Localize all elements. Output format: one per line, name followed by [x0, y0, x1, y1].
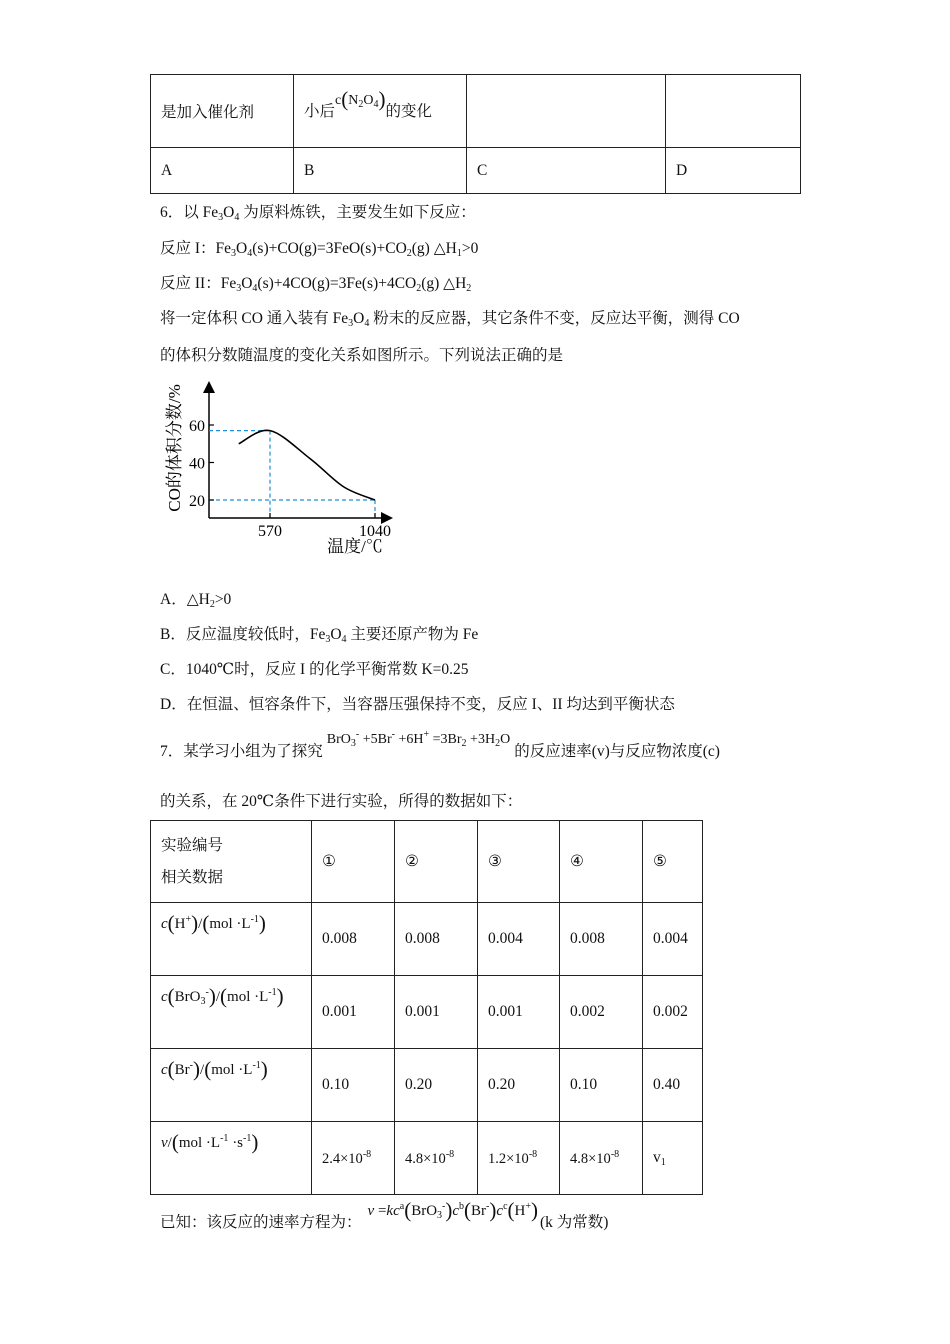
- q7-row-label-h: $c(H^+)/(mol \cdot L^{-1})$: [151, 903, 312, 976]
- option-cell-a: A: [151, 148, 294, 194]
- top-cell-c1: [467, 75, 666, 148]
- x-tick-label: 570: [258, 523, 282, 540]
- q7-cell: 0.008: [560, 903, 643, 976]
- q6-option-a: A．$\triangle H_2>0$: [160, 591, 232, 610]
- q7-cell-v1: $2.4\times 10^{-8}$: [312, 1122, 395, 1195]
- top-cell-a1: 是加入催化剂: [151, 75, 294, 148]
- q7-stem-2: 的关系，在 20℃条件下进行实验，所得的数据如下：: [160, 793, 523, 810]
- q7-cell: 0.001: [395, 976, 478, 1049]
- top-table: [150, 74, 801, 194]
- q7-cell: 0.10: [560, 1049, 643, 1122]
- q7-cell-v5: $v_1$: [643, 1122, 703, 1195]
- q7-cell: 0.20: [395, 1049, 478, 1122]
- option-cell-c: C: [467, 148, 666, 194]
- q6-reaction-2: 反应 II：$Fe_3O_4(s)+4CO(g)=3Fe(s)+4CO_2(g)$ $\triangle H_2$: [160, 275, 472, 294]
- q7-col-1: ①: [312, 821, 395, 903]
- q7-col-5: ⑤: [643, 821, 703, 903]
- q6-option-c: C．1040℃时，反应 I 的化学平衡常数 K=0.25: [160, 661, 469, 678]
- q7-cell-v4: $4.8\times 10^{-8}$: [560, 1122, 643, 1195]
- q7-row-label-br: $c(Br^-)/(mol \cdot L^{-1})$: [151, 1049, 312, 1122]
- chart-xlabel: 温度/℃: [327, 537, 383, 556]
- q6-stem: 6．以 $Fe_3O_4$ 为原料炼铁，主要发生如下反应：: [160, 204, 476, 223]
- q7-cell: 0.004: [643, 903, 703, 976]
- q7-col-2: ②: [395, 821, 478, 903]
- q7-cell: 0.10: [312, 1049, 395, 1122]
- q7-header-label: 实验编号 相关数据: [151, 821, 312, 903]
- q7-cell: 0.40: [643, 1049, 703, 1122]
- q7-cell-v2: $4.8\times 10^{-8}$: [395, 1122, 478, 1195]
- q6-desc-2: 的体积分数随温度的变化关系如图所示。下列说法正确的是: [160, 347, 564, 364]
- q7-data-table: [150, 820, 703, 1195]
- q6-desc-1: 将一定体积 CO 通入装有 $Fe_3O_4$ 粉末的反应器，其它条件不变，反应达平衡，测得 CO: [160, 310, 740, 329]
- x-tick-label: 1040: [359, 523, 391, 540]
- q7-cell: 0.001: [312, 976, 395, 1049]
- top-cell-b1: 小后$c(N_2O_4)$的变化: [294, 75, 467, 148]
- q7-col-3: ③: [478, 821, 560, 903]
- q7-cell: 0.008: [395, 903, 478, 976]
- q7-cell-v3: $1.2\times 10^{-8}$: [478, 1122, 560, 1195]
- q7-cell: 0.20: [478, 1049, 560, 1122]
- q6-option-b: B．反应温度较低时，$Fe_3O_4$ 主要还原产物为 Fe: [160, 626, 479, 645]
- n2o4-formula: $c(N_2O_4)$: [335, 86, 386, 111]
- y-tick-label: 20: [189, 493, 205, 510]
- q7-row-label-v: $v/(mol \cdot L^{-1} \cdot s^{-1})$: [151, 1122, 312, 1195]
- q7-cell: 0.008: [312, 903, 395, 976]
- y-tick-label: 60: [189, 418, 205, 435]
- option-cell-b: B: [294, 148, 467, 194]
- top-cell-d1: [666, 75, 801, 148]
- q7-cell: 0.002: [643, 976, 703, 1049]
- q7-cell: 0.001: [478, 976, 560, 1049]
- co-fraction-curve: [239, 430, 375, 500]
- y-tick-label: 40: [189, 455, 205, 473]
- q7-row-label-bro3: $c(BrO_3^-)/(mol \cdot L^{-1})$: [151, 976, 312, 1049]
- q7-known: 已知：该反应的速率方程为：$v =kc^a(BrO_3^-)c^b(Br^-)c^c(H^+)(k$ 为常数): [160, 1198, 609, 1231]
- q7-equation: $BrO_3^- +5Br^- +6H^+ =3Br_2 +3H_2O$: [326, 729, 511, 749]
- co-fraction-chart: [150, 370, 410, 565]
- q7-col-4: ④: [560, 821, 643, 903]
- chart-ylabel: CO的体积分数/%: [165, 384, 184, 512]
- option-cell-d: D: [666, 148, 801, 194]
- q7-cell: 0.004: [478, 903, 560, 976]
- q7-stem: 7．某学习小组为了探究$BrO_3^- +5Br^- +6H^+ =3Br_2 +3H_2O$的反应速率(v)与反应物浓度(c): [160, 729, 720, 760]
- rate-equation: $v =kc^a(BrO_3^-)c^b(Br^-)c^c(H^+)$: [367, 1198, 538, 1222]
- q7-cell: 0.002: [560, 976, 643, 1049]
- q6-reaction-1: 反应 I：$Fe_3O_4(s)+CO(g)=3FeO(s)+CO_2(g)$ $\triangle H_1>0$: [160, 240, 479, 259]
- q6-option-d: D．在恒温、恒容条件下，当容器压强保持不变，反应 I、II 均达到平衡状态: [160, 696, 675, 713]
